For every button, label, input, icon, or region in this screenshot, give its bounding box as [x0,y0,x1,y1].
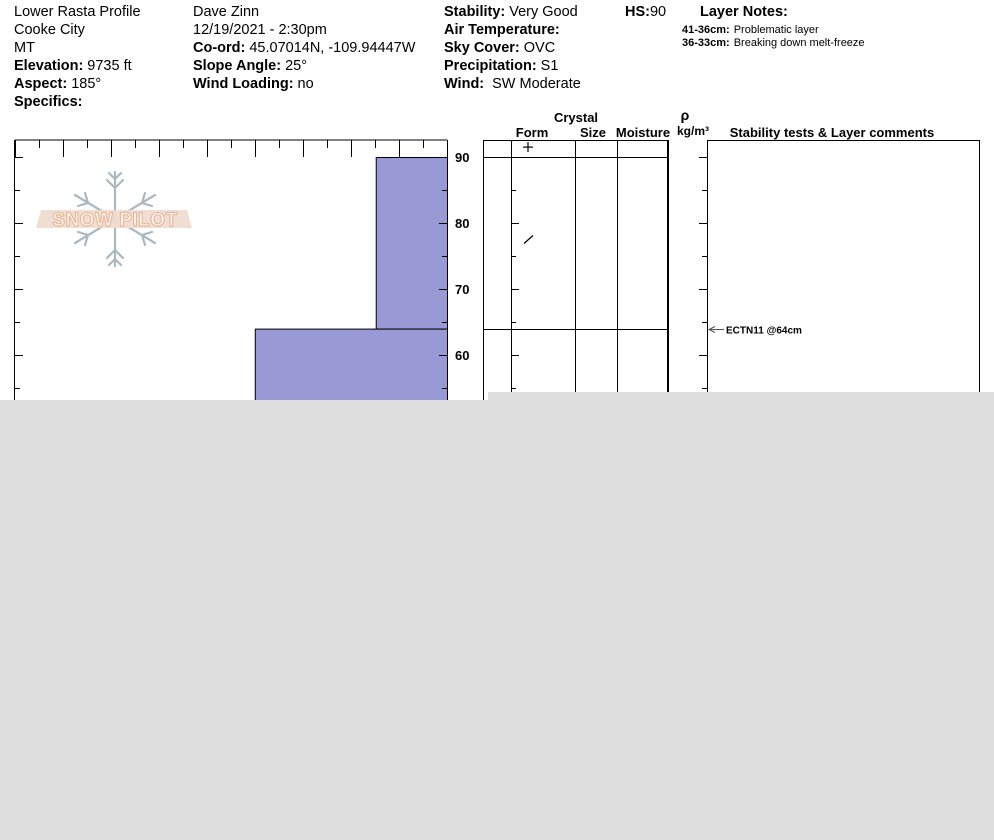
height-label: 90 [455,150,470,165]
height-label: 70 [455,282,470,297]
layer-note-text: Problematic layer [733,24,819,36]
coord-label: Co-ord: [193,40,246,56]
observer: Dave Zinn [193,4,260,20]
stability-test-label: ECTN11 @64cm [726,325,802,337]
specifics-label: Specifics: [14,94,83,110]
location: Cooke City [14,22,85,38]
profile-name: Lower Rasta Profile [14,4,141,20]
sky-value: OVC [523,40,556,56]
col-header-size: Size [579,125,607,140]
col-header-rho: ρ [680,107,690,123]
snowpilot-logo [36,172,192,266]
elevation-value: 9735 ft [87,58,132,74]
stability-label: Stability: [444,4,506,20]
wind-loading-label: Wind Loading: [193,76,294,92]
precip-label: Precipitation: [444,58,537,74]
comments-box [699,140,980,400]
height-label: 80 [455,216,470,231]
snowpilot-logo-text: SNOW PILOT [52,210,178,231]
hardness-bar [376,158,447,330]
datetime: 12/19/2021 - 2:30pm [193,22,327,38]
air-temp-label: Air Temperature: [444,22,560,38]
hs-value: 90 [649,4,667,20]
col-header-form: Form [515,125,549,140]
aspect-value: 185° [71,76,102,92]
slope-value: 25° [285,58,308,74]
blank-area-notch [488,392,994,400]
layer-notes-title: Layer Notes: [700,4,788,20]
precip-value: S1 [540,58,559,74]
wind-label: Wind: [444,76,485,92]
wind-value: SW Moderate [492,76,581,92]
elevation-label: Elevation: [14,58,84,74]
layer-table [483,140,669,401]
stability-value: Very Good [509,4,578,20]
col-header-crystal: Crystal [553,110,599,125]
height-label: 60 [455,348,470,363]
state: MT [14,40,35,56]
col-header-comments: Stability tests & Layer comments [729,125,935,140]
layer-note-text: Breaking down melt-freeze [733,37,865,49]
form-symbol-slash [524,236,533,244]
sky-label: Sky Cover: [444,40,520,56]
hardness-bar [255,329,447,400]
layer-note-range: 36-33cm: [682,37,730,49]
wind-loading-value: no [297,76,314,92]
aspect-label: Aspect: [14,76,68,92]
blank-area [0,400,994,840]
col-header-density: kg/m³ [676,124,710,138]
coord-value: 45.07014N, -109.94447W [249,40,416,56]
hs-label: HS: [625,4,650,20]
layer-note-range: 41-36cm: [682,24,730,36]
col-header-moisture: Moisture [615,125,671,140]
hardness-chart [15,140,470,401]
slope-label: Slope Angle: [193,58,282,74]
